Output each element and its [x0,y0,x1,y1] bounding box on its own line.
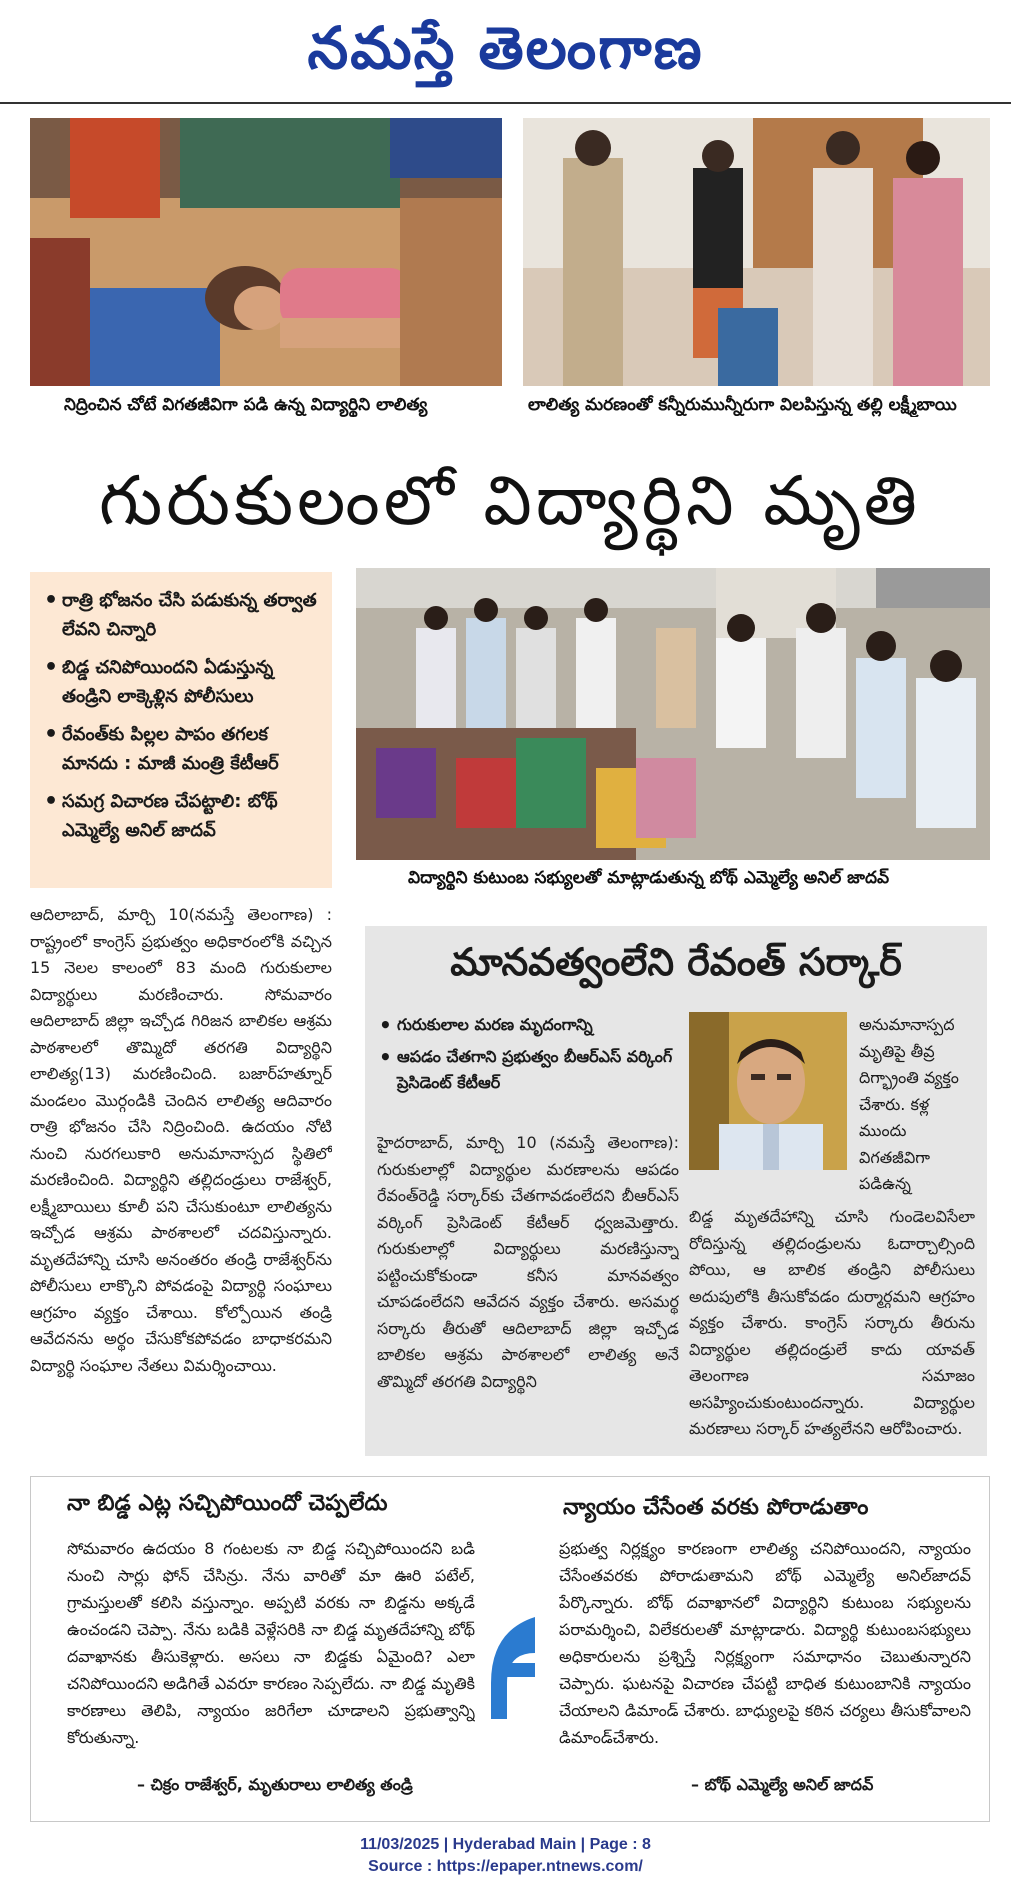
ktr-story-col1: హైదరాబాద్, మార్చి 10 (నమస్తే తెలంగాణ): గురుకులాల్లో విద్యార్థుల మరణాలను ఆపడం రేవంత్‌రెడ్డి సర్కార్‌కు చేతగావడంలేదని బీఆర్ఎస్ వర్కింగ్ ప్రెసిడెంట్ కేటీఆర్ ధ్వజమెత్తారు. గురుకులాల్లో విద్యార్థులు మరణిస్తున్నా పట్టించుకోకుండా కనీస మానవత్వం చూపడంలేదని ఆవేదన వ్యక్తం చేశారు. అసమర్థ సర్కారు తీరుతో ఆదిలాబాద్ జిల్లా ఇచ్చోడ బాలికల ఆశ్రమ పాఠశాలలో లాలిత్య అనే తొమ్మిదో తరగతి విద్యార్థిని [377,1133,679,1391]
photo-caption-crowd: విద్యార్థిని కుటుంబ సభ్యులతో మాట్లాడుతున్న బోథ్ ఎమ్మెల్యే అనిల్ జాదవ్ [408,868,890,888]
mla-quote-signature: – బోథ్ ఎమ్మెల్యే అనిల్ జాదవ్ [691,1775,874,1794]
father-quote-title: నా బిడ్డ ఎట్ల సచ్చిపోయిందో చెప్పలేదు [67,1491,388,1516]
footer-source-link[interactable]: Source : https://epaper.ntnews.com/ [368,1858,643,1875]
father-quote-text: సోమవారం ఉదయం 8 గంటలకు నా బిడ్డ సచ్చిపోయిందని బడి నుంచి సార్లు ఫోన్ చేసిన్రు. నేను వారితో మా ఊరి పటేల్, గ్రామస్తులతో కలిసి వస్తున్నాం. అప్పటి వరకు నా బిడ్డను అక్కడే ఉంచండని చెప్పా. నేను బడికి వెళ్లేసరికి నా బిడ్డ మృతదేహాన్ని బోథ్ దవాఖానకు తీసుకెళ్లారు. అసలు నా బిడ్డకు ఏమైంది? ఎలా చనిపోయిందని అడిగితే ఎవరూ కారణం సెప్పలేదు. నా బిడ్డ మృతికి కారణాలు తెలిపి, న్యాయం జరిగేలా చూడాలని ప్రభుత్వాన్ని కోరుతున్నా. [67,1539,475,1747]
highlight-item: • రేవంత్‌కు పిల్లల పాపం తగలక మానదు : మాజీ మంత్రి కేటీఆర్ [42,720,320,778]
footer-edition-info: 11/03/2025 | Hyderabad Main | Page : 8 [360,1836,651,1853]
photo-caption-left: నిద్రించిన చోటే విగతజీవిగా పడి ఉన్న విద్యార్థిని లాలిత్య [64,395,428,415]
mla-quote-text: ప్రభుత్వ నిర్లక్ష్యం కారణంగా లాలిత్య చనిపోయిందని, న్యాయం చేసేంతవరకు పోరాడుతామని బోథ్ ఎమ్మెల్యే అనిల్‌జాదవ్ పేర్కొన్నారు. బోథ్ దవాఖానలో విద్యార్థిని కుటుంబ సభ్యులను పరామర్శించి, విలేకరులతో మాట్లాడారు. విద్యార్థి కుటుంబసభ్యులు అధికారులను ప్రశ్నిస్తే నిర్లక్ష్యంగా సమాధానం చెబుతున్నారని చెప్పారు. ఘటనపై విచారణ చేపట్టి బాధిత కుటుంబానికి న్యాయం చేయాలని డిమాండ్ చేశారు. బాధ్యులపై కఠిన చర్యలు తీసుకోవాలని డిమాండ్‌చేశారు. [559,1539,971,1747]
newspaper-logo-icon [487,1613,539,1723]
photo-mla-with-family [356,568,990,860]
ktr-story-col2-top: అనుమానాస్పద మృతిపై తీవ్ర దిగ్భ్రాంతి వ్యక్తం చేశారు. కళ్ల ముందు విగతజీవిగా పడిఉన్న [859,1015,959,1193]
photo-mother-grieving [523,118,990,386]
highlight-item: • బిడ్డ చనిపోయిందని ఏడుస్తున్న తండ్రిని లాక్కెళ్లిన పోలీసులు [42,653,320,711]
newspaper-title: నమస్తే తెలంగాణ [307,14,704,82]
mla-quote-title: న్యాయం చేసేంత వరకు పోరాడుతాం [563,1495,869,1520]
main-headline: గురుకులంలో విద్యార్థిని మృతి [99,462,921,541]
highlight-item: • సమగ్ర విచారణ చేపట్టాలి: బోథ్ ఎమ్మెల్యే అనిల్ జాదవ్ [42,787,320,845]
photo-caption-right: లాలిత్య మరణంతో కన్నీరుమున్నీరుగా విలపిస్తున్న తల్లి లక్ష్మీబాయి [528,395,957,415]
highlight-item: • రాత్రి భోజనం చేసి పడుకున్న తర్వాత లేవని చిన్నారి [42,586,320,644]
ktr-portrait [689,1012,847,1170]
main-story-text: ఆదిలాబాద్, మార్చి 10(నమస్తే తెలంగాణ) : రాష్ట్రంలో కాంగ్రెస్ ప్రభుత్వం అధికారంలోకి వచ్చిన 15 నెలల కాలంలో 83 మంది గురుకులాల విద్యార్థులు మరణించారు. సోమవారం ఆదిలాబాద్ జిల్లా ఇచ్చోడ గిరిజన బాలికల ఆశ్రమ పాఠశాలలో తొమ్మిదో తరగతి విద్యార్థిని లాలిత్య(13) మరణించింది. బజార్‌హత్నూర్ మండలం మొర్గండికి చెందిన లాలిత్య ఆదివారం రాత్రి భోజనం చేసి నిద్రించింది. ఉదయం నోటి నుంచి నురగలుకారి అనుమానాస్పద స్థితిలో మరణించింది. విద్యార్థిని తల్లిదండ్రులు రాజేశ్వర్, లక్ష్మీబాయిలు కూలీ పని చేసుకుంటూ లాలిత్యను ఇచ్చోడ ఆశ్రమ పాఠశాలలో చదవిస్తున్నారు. మృతదేహాన్ని చూసి అనంతరం తండ్రి రాజేశ్వర్‌ను పోలీసులు లాక్కొని పోవడంపై విద్యార్థి సంఘాలు ఆగ్రహం వ్యక్తం చేశాయి. కోల్పోయిన తండ్రి ఆవేదనను అర్థం చేసుకోకపోవడం బాధాకరమని విద్యార్థి సంఘాల నేతలు విమర్శించాయి. [30,905,332,1375]
page-footer [0,1834,1011,1878]
ktr-story-box [365,926,987,1456]
father-quote-signature: – చిక్రం రాజేశ్వర్, మృతురాలు లాలిత్య తండ్రి [137,1775,413,1794]
ktr-bullet-item: • గురుకులాల మరణ మృదంగాన్ని [377,1012,677,1038]
ktr-story-title: మానవత్వంలేని రేవంత్ సర్కార్ [450,940,902,984]
highlights-box [30,572,332,888]
ktr-story-bullets [377,1012,677,1102]
quotes-box [30,1476,990,1822]
photo-student-lying [30,118,502,386]
ktr-story-col2: బిడ్డ మృతదేహాన్ని చూసి గుండెలవిసేలా రోదిస్తున్న తల్లిదండ్రులను ఓదార్చాల్సింది పోయి, ఆ బాలిక తండ్రిని పోలీసులు అదుపులోకి తీసుకోవడం దుర్మార్గమని ఆగ్రహం వ్యక్తం చేశారు. కాంగ్రెస్ సర్కారు తీరును విద్యార్థుల తల్లిదండ్రులే కాదు యావత్ తెలంగాణ సమాజం అసహ్యించుకుంటుందన్నారు. విద్యార్థుల మరణాలు సర్కార్ హత్యలేనని ఆరోపించారు. [689,1207,975,1438]
masthead [0,0,1011,104]
ktr-bullet-item: • ఆపడం చేతగాని ప్రభుత్వం బీఆర్ఎస్ వర్కింగ్ ప్రెసిడెంట్ కేటీఆర్ [377,1044,677,1096]
